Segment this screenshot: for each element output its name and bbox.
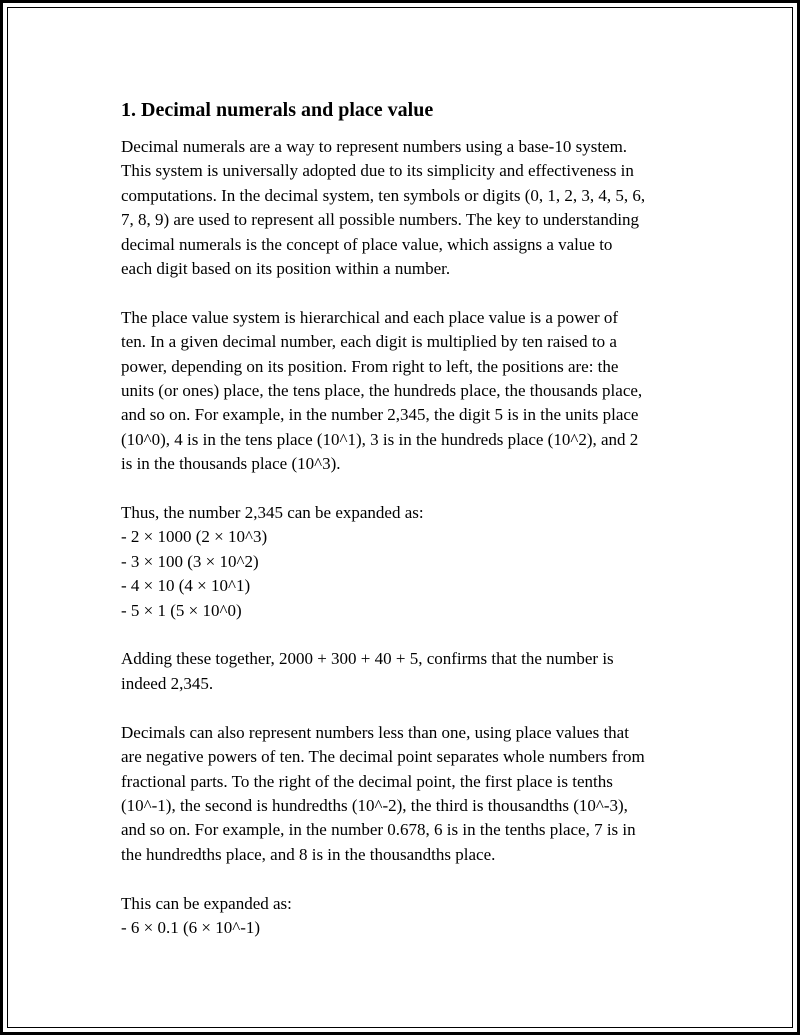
text-line: - 3 × 100 (3 × 10^2)	[121, 551, 259, 571]
text-line: Adding these together, 2000 + 300 + 40 + 5, confirms that the number is	[121, 649, 614, 669]
text-line: This can be expanded as:	[121, 893, 292, 913]
text-line: each digit based on its position within a number.	[121, 259, 451, 279]
text-line: is in the thousands place (10^3).	[121, 454, 341, 474]
text-line: units (or ones) place, the tens place, the hundreds place, the thousands place,	[121, 381, 643, 401]
text-line: power, depending on its position. From right to left, the positions are: the	[121, 356, 619, 376]
text-line: fractional parts. To the right of the decimal point, the first place is tenths	[121, 771, 613, 791]
text-line: and so on. For example, in the number 2,345, the digit 5 is in the units place	[121, 405, 639, 425]
text-line: are negative powers of ten. The decimal point separates whole numbers from	[121, 747, 645, 767]
paragraph	[121, 306, 701, 477]
text-line: Decimal numerals are a way to represent numbers using a base-10 system.	[121, 137, 628, 156]
text-line: Decimals can also represent numbers less than one, using place values that	[121, 722, 629, 742]
section-title: 1. Decimal numerals and place value	[121, 99, 434, 121]
text-line: - 6 × 0.1 (6 × 10^-1)	[121, 917, 261, 937]
paragraph	[121, 647, 701, 696]
text-line: - 5 × 1 (5 × 10^0)	[121, 600, 242, 620]
text-line: The place value system is hierarchical and each place value is a power of	[121, 307, 619, 327]
text-line: 7, 8, 9) are used to represent all possible numbers. The key to understanding	[121, 210, 640, 230]
paragraph	[121, 501, 701, 623]
text-line: the hundredths place, and 8 is in the thousandths place.	[121, 844, 496, 864]
text-line: (10^0), 4 is in the tens place (10^1), 3 is in the hundreds place (10^2), and 2	[121, 429, 639, 449]
text-line: - 4 × 10 (4 × 10^1)	[121, 576, 251, 596]
text-line: decimal numerals is the concept of place value, which assigns a value to	[121, 234, 613, 254]
paragraph-list	[121, 135, 701, 940]
paragraph	[121, 135, 701, 281]
text-line: This system is universally adopted due to its simplicity and effectiveness in	[121, 161, 634, 181]
text-line: ten. In a given decimal number, each digit is multiplied by ten raised to a	[121, 332, 617, 352]
text-line: Thus, the number 2,345 can be expanded as:	[121, 503, 424, 523]
text-line: - 2 × 1000 (2 × 10^3)	[121, 527, 268, 547]
text-line: computations. In the decimal system, ten symbols or digits (0, 1, 2, 3, 4, 5, 6,	[121, 185, 646, 205]
text-line: and so on. For example, in the number 0.678, 6 is in the tenths place, 7 is in	[121, 820, 636, 840]
paragraph	[121, 892, 701, 941]
document-content	[121, 97, 701, 965]
paragraph	[121, 721, 701, 867]
text-line: (10^-1), the second is hundredths (10^-2), the third is thousandths (10^-3),	[121, 795, 628, 815]
text-line: indeed 2,345.	[121, 673, 214, 693]
